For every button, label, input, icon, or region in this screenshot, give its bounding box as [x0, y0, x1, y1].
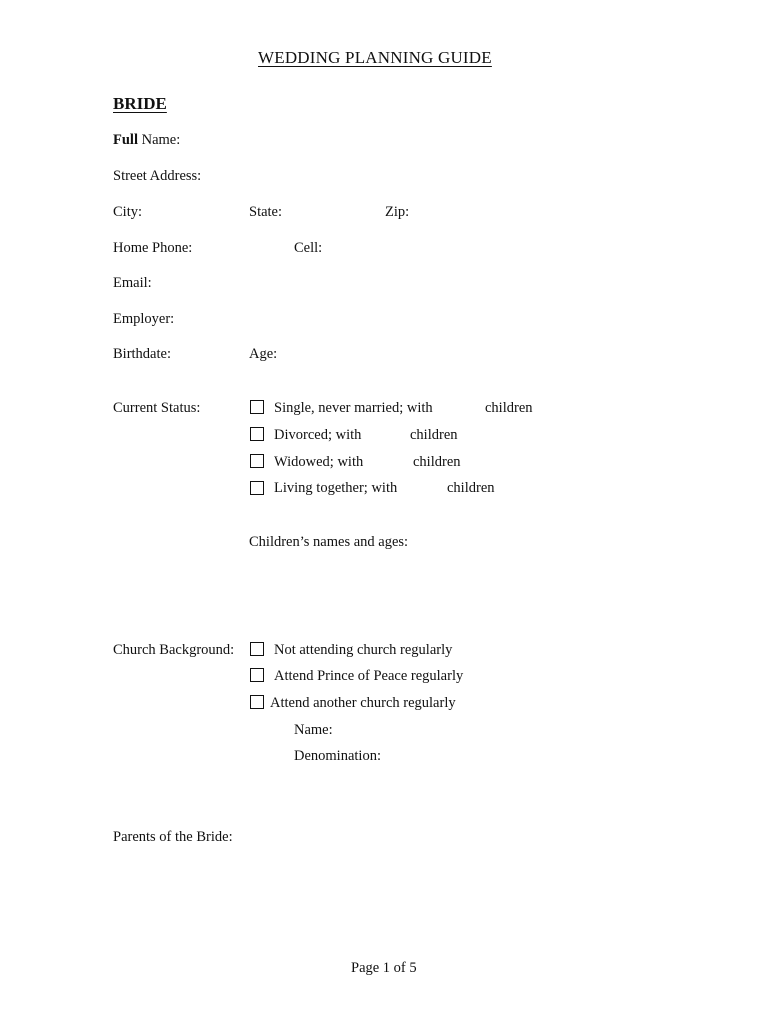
current-status-label: Current Status: — [113, 400, 201, 416]
status-single-children: children — [485, 400, 533, 416]
section-heading-bride: BRIDE — [113, 94, 167, 113]
status-widowed-children: children — [413, 454, 461, 470]
full-name-label-bold: Full — [113, 132, 138, 148]
full-name-label-rest: Name: — [137, 132, 181, 148]
city-label: City: — [113, 204, 143, 220]
status-divorced-label: Divorced; with — [274, 427, 362, 443]
church-name-label: Name: — [294, 722, 333, 738]
employer-label: Employer: — [113, 311, 175, 327]
church-another-checkbox[interactable] — [250, 695, 264, 709]
age-label: Age: — [249, 346, 278, 362]
church-not-attending-checkbox[interactable] — [250, 642, 264, 656]
state-label: State: — [249, 204, 283, 220]
parents-of-bride-label: Parents of the Bride: — [113, 829, 233, 845]
page-number: Page 1 of 5 — [351, 960, 417, 976]
status-widowed-label: Widowed; with — [274, 454, 364, 470]
status-single-checkbox[interactable] — [250, 400, 264, 414]
home-phone-label: Home Phone: — [113, 240, 193, 256]
church-denomination-label: Denomination: — [294, 748, 381, 764]
status-widowed-checkbox[interactable] — [250, 454, 264, 468]
status-divorced-children: children — [410, 427, 458, 443]
church-not-attending-label: Not attending church regularly — [274, 642, 453, 658]
street-address-label: Street Address: — [113, 168, 202, 184]
status-single-label: Single, never married; with — [274, 400, 433, 416]
church-background-label: Church Background: — [113, 642, 235, 658]
status-divorced-checkbox[interactable] — [250, 427, 264, 441]
church-another-label: Attend another church regularly — [270, 695, 456, 711]
full-name-label — [113, 133, 180, 148]
status-living-together-children: children — [447, 480, 495, 496]
email-label: Email: — [113, 275, 152, 291]
zip-label: Zip: — [385, 204, 410, 220]
page-title: WEDDING PLANNING GUIDE — [258, 48, 492, 67]
children-names-label: Children’s names and ages: — [249, 534, 409, 550]
church-prince-of-peace-checkbox[interactable] — [250, 668, 264, 682]
status-living-together-label: Living together; with — [274, 480, 398, 496]
cell-label: Cell: — [294, 240, 323, 256]
birthdate-label: Birthdate: — [113, 346, 171, 362]
church-prince-of-peace-label: Attend Prince of Peace regularly — [274, 668, 464, 684]
status-living-together-checkbox[interactable] — [250, 481, 264, 495]
